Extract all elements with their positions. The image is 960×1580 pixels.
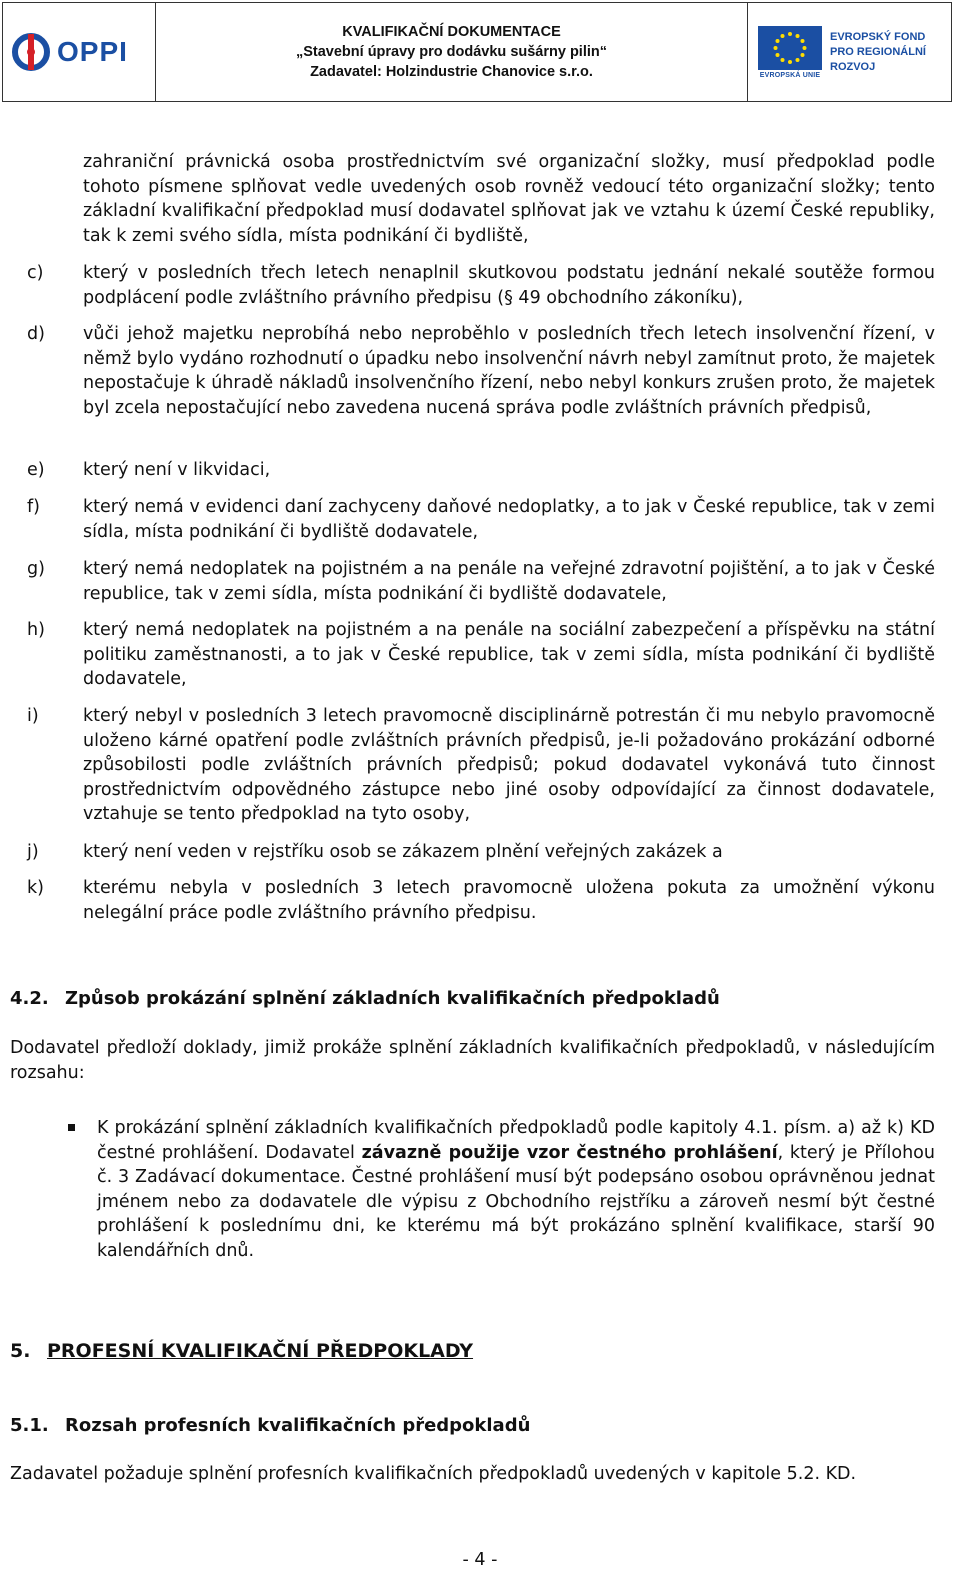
section-number: 4.2. [10, 988, 49, 1009]
list-item: který nemá v evidenci daní zachyceny daňové nedoplatky, a to jak v České republice, tak v zemi sídla, místa podnikání či bydliště dodavatele, [83, 497, 935, 542]
section-title: Rozsah profesních kvalifikačních předpokladů [65, 1415, 531, 1436]
bold-emphasis: závazně použije vzor čestného prohlášení [361, 1142, 778, 1163]
page-number: - 4 - [462, 1550, 498, 1570]
list-item: který není v likvidaci, [83, 460, 271, 480]
oppi-logo [3, 3, 156, 101]
list-item: který nebyl v posledních 3 letech pravomocně disciplinárně potrestán či mu nebylo pravomocně uloženo kárné opatření podle zvláštních právních předpisů, je-li požadováno prokázání odborné způsobilosti podle zvláštních právních předpisů; pokud dodavatel vykonává tuto činnost prostřednictvím odpovědného zástupce nebo jiné osoby odpovídající za činnost dodavatele, vztahuje se tento předpoklad na tyto osoby, [83, 706, 935, 825]
bullet-item: K prokázání splnění základních kvalifikačních předpokladů podle kapitoly 4.1. písm. a) až k) KD čestné prohlášení. Dodavatel závazně použije vzor čestného prohlášení, který je Přílohou č. 3 Zadávací dokumentace. Čestné prohlášení musí být podepsáno osobou oprávněnou jednat jménem nebo za dodavatele dle výpisu z Obchodního rejstříku a zároveň nesmí být čestné prohlášení k poslednímu dni, ke kterému má být prokázáno splnění kvalifikace, starší 90 kalendářních dnů. [97, 1118, 935, 1261]
oppi-symbol-icon [11, 30, 51, 74]
eu-logo [748, 3, 951, 101]
list-item-label: d) [27, 324, 45, 344]
list-item-label: g) [27, 559, 45, 579]
list-item-label: i) [27, 706, 39, 726]
list-item-label: c) [27, 263, 44, 283]
section-number: 5.1. [10, 1415, 49, 1436]
eu-fund-text: EVROPSKÝ FOND PRO REGIONÁLNÍ ROZVOJ [830, 30, 926, 73]
eu-logo-caption: EVROPSKÁ UNIE [759, 71, 821, 79]
list-item: vůči jehož majetku neprobíhá nebo neproběhlo v posledních třech letech insolvenční řízení, v němž bylo vydáno rozhodnutí o úpadku nebo insolvenční návrh nebyl zamítnut proto, že majetek nepostačuje k úhradě nákladů insolvenčního řízení, nebo nebyl konkurs zrušen proto, že majetek byl zcela nepostačující nebo zavedena nucená správa podle zvláštních právních předpisů, [83, 324, 935, 418]
list-item: který není veden v rejstříku osob se zákazem plnění veřejných zakázek a [83, 842, 723, 862]
intro-paragraph: zahraniční právnická osoba prostřednictvím své organizační složky, musí předpoklad podle tohoto písmene splňovat vedle uvedených osob rovněž vedoucí této organizační složky; tento základní kvalifikační předpoklad musí dodavatel splňovat jak ve vztahu k území České republiky, tak k zemi svého sídla, místa podnikání či bydliště, [83, 152, 935, 246]
bullet-icon [68, 1124, 75, 1131]
list-item: který nemá nedoplatek na pojistném a na penále na veřejné zdravotní pojištění, a to jak v České republice, tak v zemi sídla, místa podnikání či bydliště dodavatele, [83, 559, 935, 604]
header-project-name: „Stavební úpravy pro dodávku sušárny pilin“ [295, 44, 608, 60]
document-header [2, 2, 952, 102]
oppi-logo-text: OPPI [57, 36, 128, 67]
section-paragraph: Dodavatel předloží doklady, jimiž prokáže splnění základních kvalifikačních předpokladů, v následujícím rozsahu: [10, 1038, 935, 1083]
list-item-label: h) [27, 620, 45, 640]
header-contracting-authority: Zadavatel: Holzindustrie Chanovice s.r.o. [310, 64, 593, 80]
list-item-label: j) [27, 842, 39, 862]
list-item: kterému nebyla v posledních 3 letech pravomocně uložena pokuta za umožnění výkonu nelegální práce podle zvláštního právního předpisu. [83, 878, 935, 923]
header-title: KVALIFIKAČNÍ DOKUMENTACE [342, 24, 561, 40]
section-title: PROFESNÍ KVALIFIKAČNÍ PŘEDPOKLADY [47, 1340, 474, 1362]
eu-flag-icon [758, 26, 822, 70]
list-item: který nemá nedoplatek na pojistném a na penále na sociální zabezpečení a příspěvku na státní politiku zaměstnanosti, a to jak v České republice, tak v zemi sídla, místa podnikání či bydliště dodavatele, [83, 620, 935, 690]
list-item-label: e) [27, 460, 45, 480]
list-item-label: k) [27, 878, 44, 898]
list-item: který v posledních třech letech nenaplnil skutkovou podstatu jednání nekalé soutěže formou podplácení podle zvláštního právního předpisu (§ 49 obchodního zákoníku), [83, 263, 935, 308]
section-paragraph: Zadavatel požaduje splnění profesních kvalifikačních předpokladů uvedených v kapitole 5.2. KD. [10, 1464, 857, 1484]
list-item-label: f) [27, 497, 40, 517]
header-title-block [156, 3, 748, 101]
section-number: 5. [10, 1340, 31, 1362]
section-title: Způsob prokázání splnění základních kvalifikačních předpokladů [65, 988, 720, 1009]
